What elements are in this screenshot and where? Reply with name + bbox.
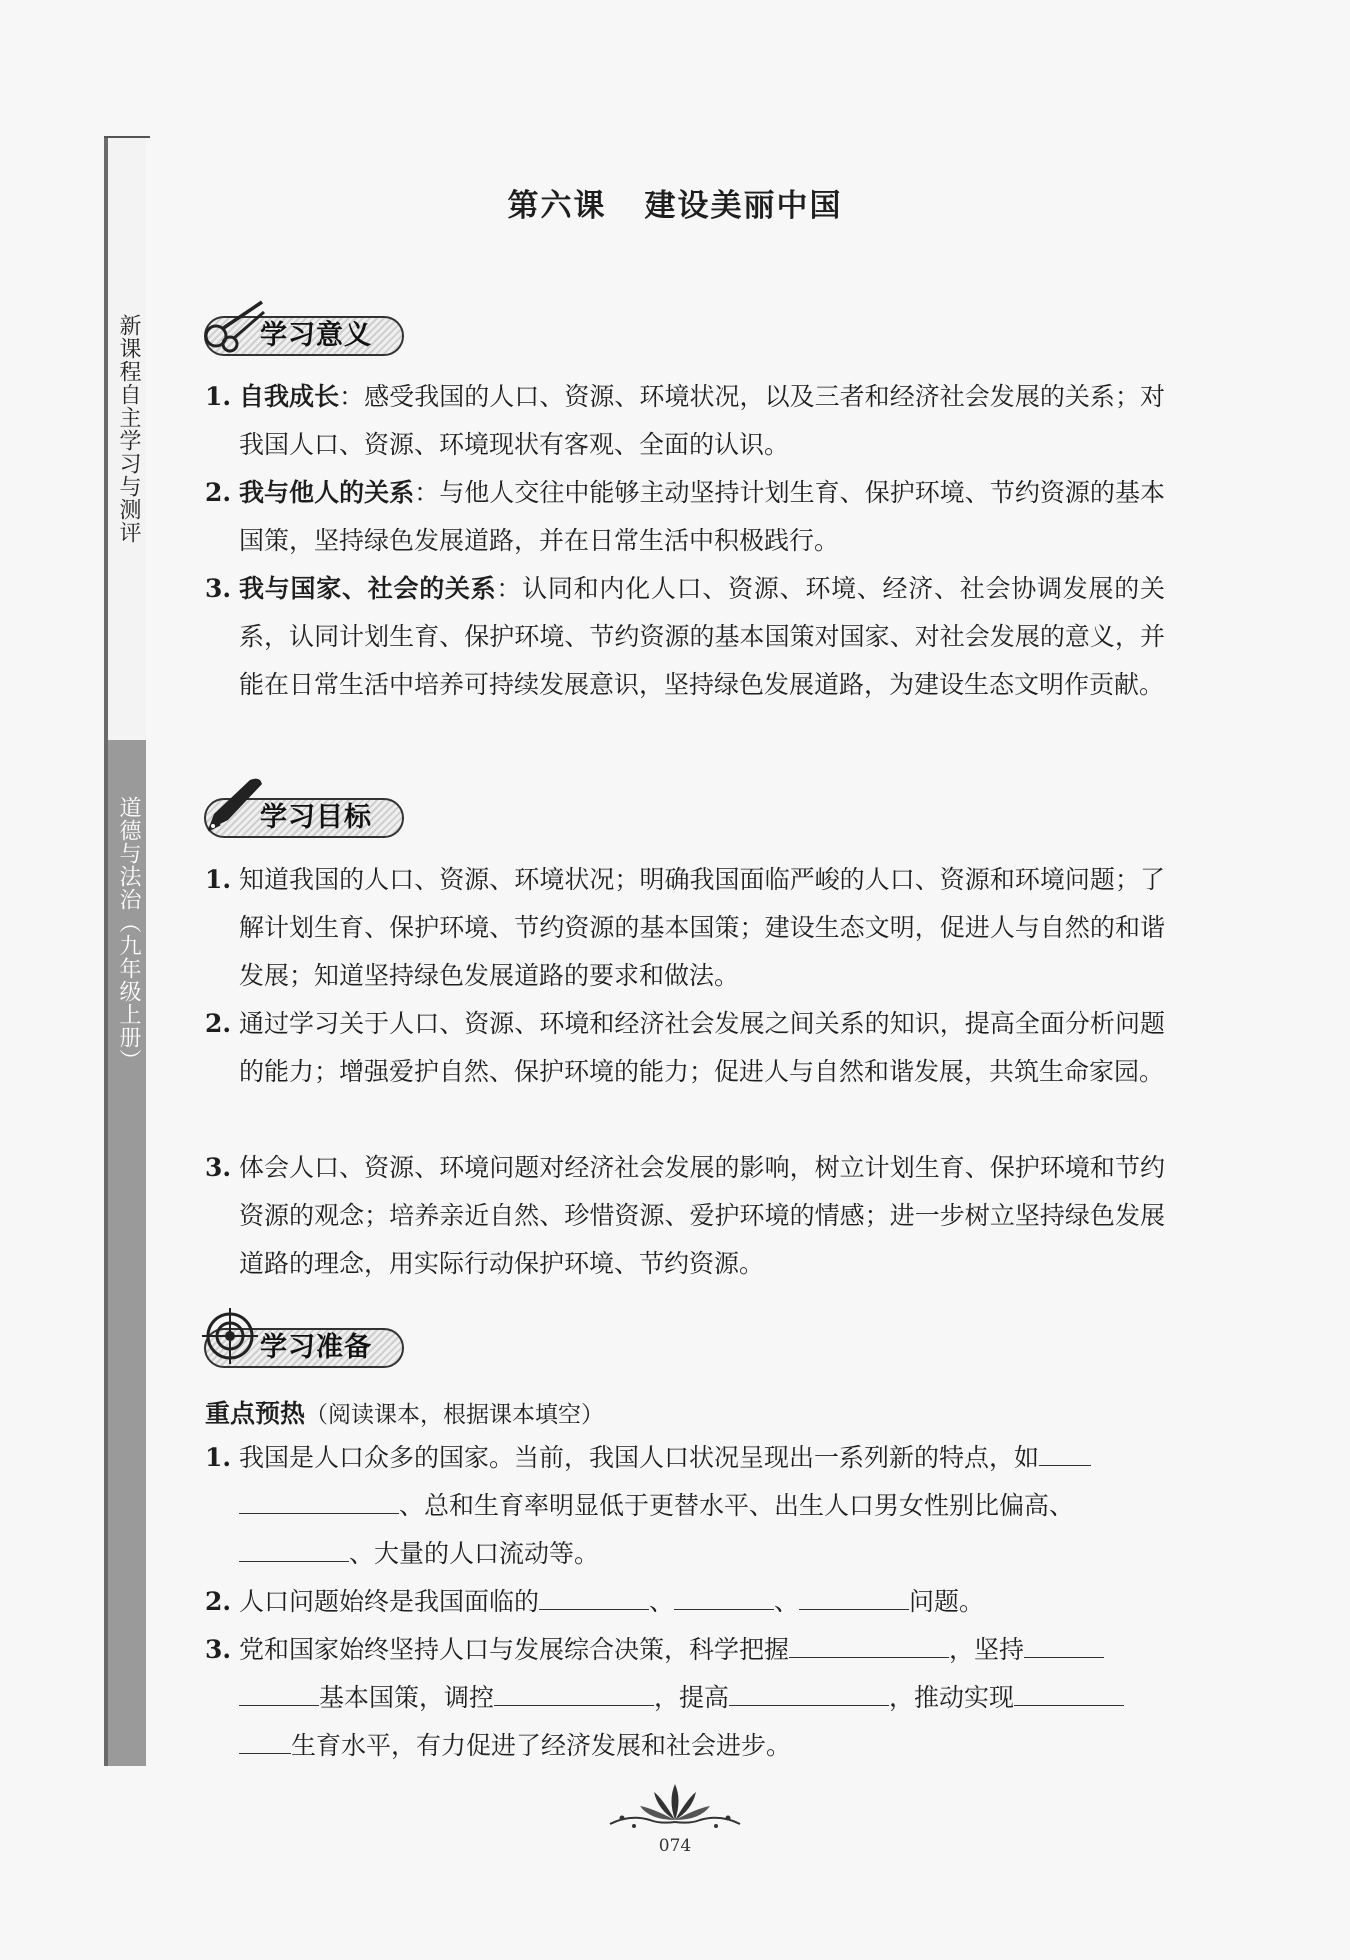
section-header-prep xyxy=(200,1310,440,1370)
question-text: 人口问题始终是我国面临的 xyxy=(239,1587,540,1616)
list-item xyxy=(205,1000,1165,1096)
answer-blank[interactable] xyxy=(729,1675,889,1706)
page-number: 074 xyxy=(658,1836,692,1856)
item-text: 知道我国的人口、资源、环境状况；明确我国面临严峻的人口、资源和环境问题；了解计划生育、保护环境、节约资源的基本国策；建设生态文明，促进人与自然的和谐发展；知道坚持绿色发展道路的要求和做法。 xyxy=(239,865,1165,990)
list-item xyxy=(205,373,1165,469)
lotus-ornament-icon xyxy=(600,1780,750,1834)
list-item xyxy=(205,469,1165,565)
answer-blank[interactable] xyxy=(239,1723,291,1754)
question-text: ，坚持 xyxy=(949,1635,1025,1664)
list-item xyxy=(205,1144,1165,1288)
lesson-number: 第六课 xyxy=(507,188,607,224)
answer-blank[interactable] xyxy=(1024,1627,1104,1658)
subheading-bold: 重点预热 xyxy=(205,1399,306,1428)
side-tab-top-rule xyxy=(104,136,150,138)
target-icon xyxy=(200,1306,266,1366)
section-title: 学习意义 xyxy=(260,320,372,351)
item-number: 1. xyxy=(205,382,232,411)
question-text: ，提高 xyxy=(654,1683,730,1712)
answer-blank[interactable] xyxy=(539,1579,649,1610)
answer-blank[interactable] xyxy=(239,1531,349,1562)
item-text: 通过学习关于人口、资源、环境和经济社会发展之间关系的知识，提高全面分析问题的能力；增强爱护自然、保护环境的能力；促进人与自然和谐发展，共筑生命家园。 xyxy=(239,1009,1165,1086)
question-text: 生育水平，有力促进了经济发展和社会进步。 xyxy=(291,1731,792,1760)
side-tab-upper xyxy=(104,136,146,740)
item-number: 1. xyxy=(205,865,232,894)
question-text: 、总和生育率明显低于更替水平、出生人口男女性别比偏高、 xyxy=(399,1491,1075,1520)
item-text: ：与他人交往中能够主动坚持计划生育、保护环境、节约资源的基本国策，坚持绿色发展道路，并在日常生活中积极践行。 xyxy=(239,478,1165,555)
item-number: 3. xyxy=(205,574,232,603)
answer-blank[interactable] xyxy=(239,1675,319,1706)
section-header-goals xyxy=(200,780,440,840)
item-text: ：感受我国的人口、资源、环境状况，以及三者和经济社会发展的关系；对我国人口、资源、环境现状有客观、全面的认识。 xyxy=(239,382,1165,459)
item-number: 3. xyxy=(205,1635,232,1664)
answer-blank[interactable] xyxy=(799,1579,909,1610)
page-title xyxy=(0,180,1350,225)
section-title: 学习目标 xyxy=(260,802,372,833)
list-item xyxy=(205,565,1165,709)
separator: 、 xyxy=(649,1587,675,1616)
answer-blank[interactable] xyxy=(239,1483,399,1514)
item-number: 2. xyxy=(205,1587,232,1616)
section-header-significance xyxy=(200,298,440,358)
question-item xyxy=(205,1578,1165,1626)
item-number: 2. xyxy=(205,478,232,507)
question-text: 基本国策，调控 xyxy=(319,1683,495,1712)
answer-blank[interactable] xyxy=(674,1579,774,1610)
question-item xyxy=(205,1434,1165,1578)
side-tab xyxy=(104,136,146,1766)
question-text: 党和国家始终坚持人口与发展综合决策，科学把握 xyxy=(239,1635,790,1664)
item-heading: 自我成长 xyxy=(239,382,340,411)
item-text: ：认同和内化人口、资源、环境、经济、社会协调发展的关系，认同计划生育、保护环境、节约资源的基本国策对国家、对社会发展的意义，并能在日常生活中培养可持续发展意识，坚持绿色发展道路，为建设生态文明作贡献。 xyxy=(239,574,1165,699)
question-item xyxy=(205,1626,1165,1770)
question-text: ，推动实现 xyxy=(889,1683,1015,1712)
item-heading: 我与他人的关系 xyxy=(239,478,415,507)
side-tab-lower xyxy=(104,740,146,1766)
item-text: 体会人口、资源、环境问题对经济社会发展的影响，树立计划生育、保护环境和节约资源的观念；培养亲近自然、珍惜资源、爱护环境的情感；进一步树立坚持绿色发展道路的理念，用实际行动保护环境、节约资源。 xyxy=(239,1153,1165,1278)
answer-blank[interactable] xyxy=(494,1675,654,1706)
book-series-title: 新课程自主学习与测评 xyxy=(116,314,141,544)
item-heading: 我与国家、社会的关系 xyxy=(239,574,497,603)
question-text: 问题。 xyxy=(909,1587,985,1616)
lesson-name: 建设美丽中国 xyxy=(644,188,843,224)
book-subject-title: 道德与法治（九年级上册） xyxy=(116,796,141,1072)
answer-blank[interactable] xyxy=(1014,1675,1124,1706)
list-item xyxy=(205,856,1165,1000)
subheading-note: （阅读课本，根据课本填空） xyxy=(305,1402,605,1428)
question-text: 我国是人口众多的国家。当前，我国人口状况呈现出一系列新的特点，如 xyxy=(239,1443,1040,1472)
item-number: 1. xyxy=(205,1443,232,1472)
separator: 、 xyxy=(774,1587,800,1616)
item-number: 2. xyxy=(205,1009,232,1038)
answer-blank[interactable] xyxy=(789,1627,949,1658)
item-number: 3. xyxy=(205,1153,232,1182)
prep-subheading xyxy=(205,1394,604,1430)
section-title: 学习准备 xyxy=(260,1332,372,1363)
answer-blank[interactable] xyxy=(1039,1435,1091,1466)
question-text: 、大量的人口流动等。 xyxy=(349,1539,600,1568)
